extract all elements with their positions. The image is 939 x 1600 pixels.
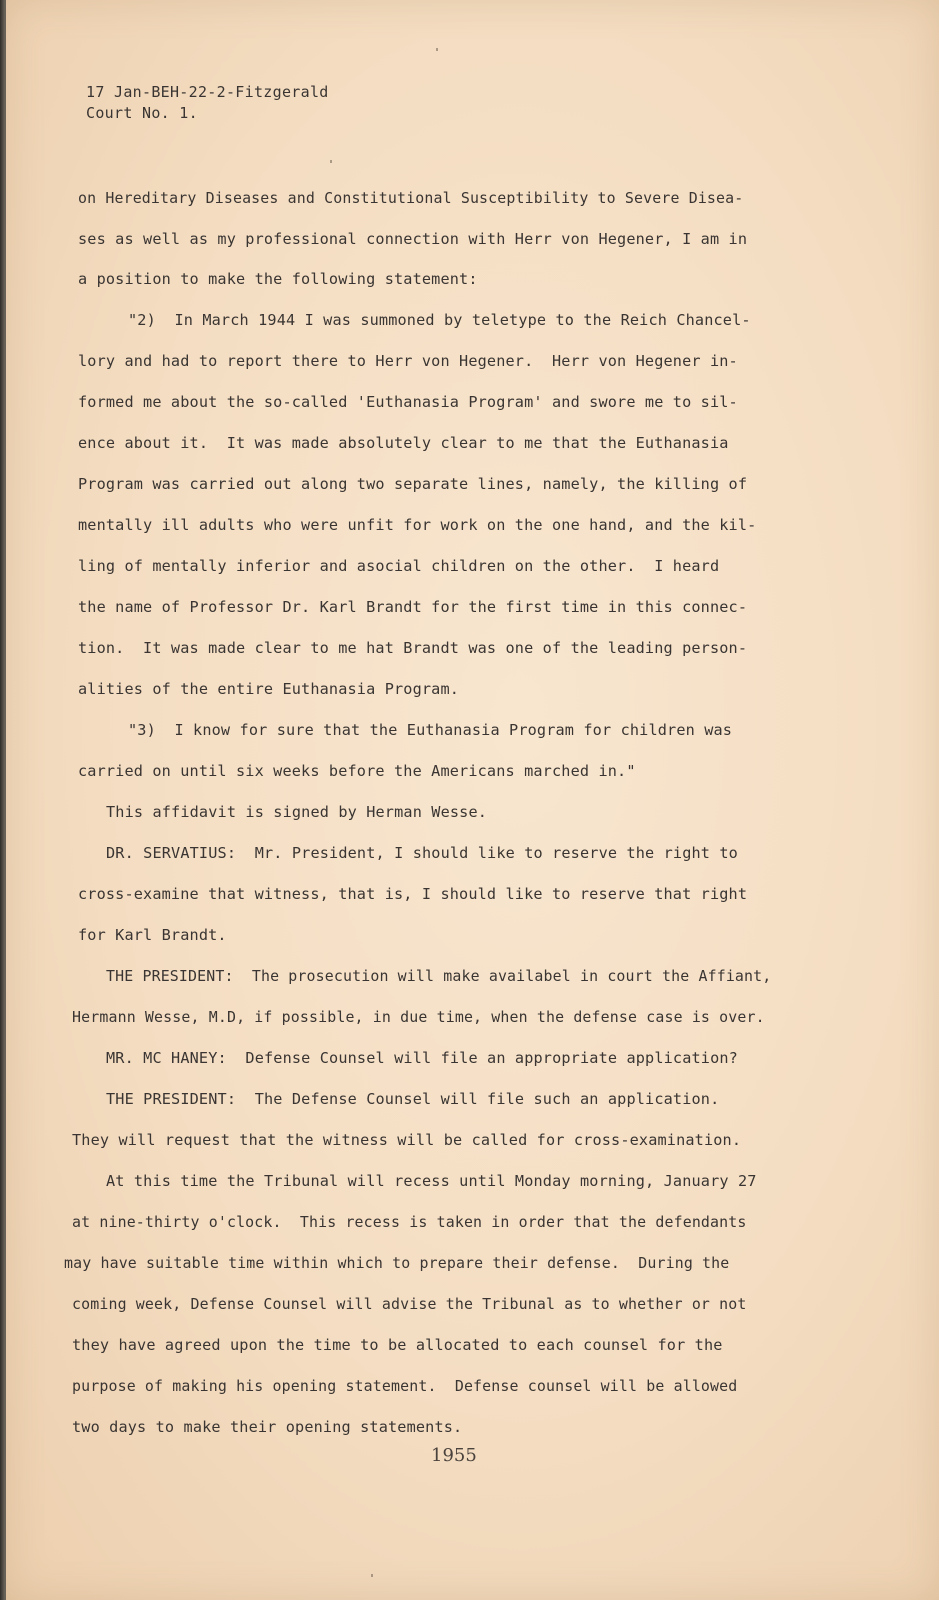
transcript-line: formed me about the so-called 'Euthanasia Program' and swore me to sil- [78, 393, 738, 411]
transcript-line: "3) I know for sure that the Euthanasia Program for children was [128, 721, 733, 739]
transcript-line: lory and had to report there to Herr von Hegener. Herr von Hegener in- [78, 352, 738, 370]
transcript-line: "2) In March 1944 I was summoned by teletype to the Reich Chancel- [128, 311, 751, 329]
paper-speck [330, 160, 332, 163]
document-header [86, 82, 329, 124]
transcript-line: ence about it. It was made absolutely clear to me that the Euthanasia [78, 434, 729, 452]
transcript-line: a position to make the following statement: [78, 270, 478, 288]
transcript-line: Hermann Wesse, M.D, if possible, in due time, when the defense case is over. [72, 1008, 765, 1026]
transcript-line: for Karl Brandt. [78, 926, 227, 944]
transcript-line: two days to make their opening statements. [72, 1418, 463, 1436]
page-number: 1955 [431, 1445, 477, 1466]
transcript-line: THE PRESIDENT: The Defense Counsel will file such an application. [106, 1090, 720, 1108]
transcript-line: cross-examine that witness, that is, I should like to reserve that right [78, 885, 748, 903]
header-court-number: Court No. 1. [86, 104, 198, 122]
transcript-line: purpose of making his opening statement. Defense counsel will be allowed [72, 1377, 738, 1395]
paper-speck [436, 48, 438, 51]
header-transcript-id: 17 Jan-BEH-22-2-Fitzgerald [86, 83, 329, 101]
transcript-line: coming week, Defense Counsel will advise the Tribunal as to whether or not [72, 1295, 747, 1313]
document-page [6, 0, 939, 1600]
transcript-line: they have agreed upon the time to be allocated to each counsel for the [72, 1336, 723, 1354]
transcript-line: This affidavit is signed by Herman Wesse. [106, 803, 488, 821]
transcript-line: ling of mentally inferior and asocial children on the other. I heard [78, 557, 720, 575]
transcript-line: the name of Professor Dr. Karl Brandt for the first time in this connec- [78, 598, 748, 616]
transcript-line: Program was carried out along two separate lines, namely, the killing of [78, 475, 748, 493]
transcript-line: tion. It was made clear to me hat Brandt was one of the leading person- [78, 639, 748, 657]
paper-speck [371, 1574, 373, 1577]
transcript-line: They will request that the witness will be called for cross-examination. [72, 1131, 742, 1149]
transcript-line: DR. SERVATIUS: Mr. President, I should like to reserve the right to [106, 844, 738, 862]
transcript-line: at nine-thirty o'clock. This recess is taken in order that the defendants [72, 1213, 747, 1231]
transcript-line: At this time the Tribunal will recess until Monday morning, January 27 [106, 1172, 757, 1190]
transcript-line: alities of the entire Euthanasia Program. [78, 680, 460, 698]
transcript-line: mentally ill adults who were unfit for work on the one hand, and the kil- [78, 516, 757, 534]
transcript-line: ses as well as my professional connection with Herr von Hegener, I am in [78, 230, 748, 248]
transcript-line: MR. MC HANEY: Defense Counsel will file an appropriate application? [106, 1049, 738, 1067]
transcript-line: THE PRESIDENT: The prosecution will make availabel in court the Affiant, [106, 967, 772, 985]
transcript-line: carried on until six weeks before the Americans marched in." [78, 762, 636, 780]
transcript-line: on Hereditary Diseases and Constitutional Susceptibility to Severe Disea- [78, 189, 744, 207]
transcript-line: may have suitable time within which to prepare their defense. During the [64, 1254, 730, 1272]
